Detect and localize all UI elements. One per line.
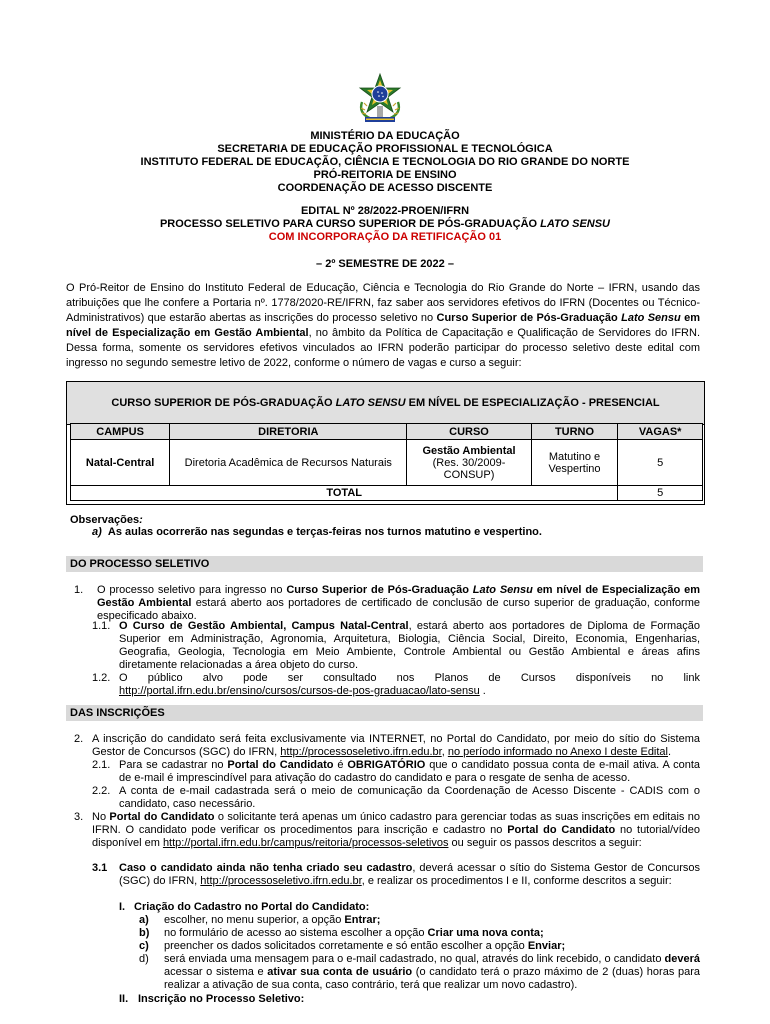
- obs-item-a: a) As aulas ocorrerão nas segundas e terças-feiras nos turnos matutino e vespertino.: [92, 526, 542, 538]
- edital-retificacao: COM INCORPORAÇÃO DA RETIFICAÇÃO 01: [268, 231, 502, 243]
- item-1-2-number: 1.2.: [92, 672, 111, 684]
- step-II-number: II.: [119, 993, 129, 1005]
- item-3-1: Caso o candidato ainda não tenha criado seu cadastro, deverá acessar o sítio do Sistema Gestor de Concursos (SGC) do IFRN, http://processoseletivo.ifrn.edu.br, e realizar os procedimentos I e II, conforme descritos a seguir:: [119, 862, 700, 887]
- item-1-2-text: O público alvo pode ser consultado nos Planos de Cursos disponíveis no link: [119, 672, 700, 684]
- step-c: preencher os dados solicitados corretamente e só então escolher a opção Enviar;: [164, 940, 566, 952]
- item-2-1-number: 2.1.: [92, 759, 111, 771]
- col-vagas: VAGAS*: [618, 424, 703, 440]
- total-value: 5: [618, 486, 703, 501]
- section-inscricoes: DAS INSCRIÇÕES: [66, 705, 703, 721]
- col-diretoria: DIRETORIA: [170, 424, 407, 440]
- item-2: A inscrição do candidato será feita exclusivamente via INTERNET, no Portal do Candidato, por meio do sítio do Sistema Gestor de Concursos (SGC) do IFRN, http://processoseletivo.ifrn.edu.br, no período informado no Anexo I deste Edital.: [92, 733, 700, 758]
- step-b-letter: b): [139, 927, 150, 939]
- link-sgc[interactable]: http://processoseletivo.ifrn.edu.br: [200, 875, 362, 887]
- item-2-2: A conta de e-mail cadastrada será o meio de comunicação da Coordenação de Acesso Discente - CADIS com o candidato, caso necessário.: [119, 785, 700, 810]
- item-1-1-number: 1.1.: [92, 620, 111, 632]
- obs-label: Observações:: [70, 514, 143, 526]
- header-pro-reitoria: PRÓ-REITORIA DE ENSINO: [313, 169, 457, 181]
- step-I-title: Criação do Cadastro no Portal do Candidato:: [134, 901, 370, 913]
- col-turno: TURNO: [531, 424, 618, 440]
- header-secretaria: SECRETARIA DE EDUCAÇÃO PROFISSIONAL E TECNOLÓGICA: [217, 143, 553, 155]
- item-1: O processo seletivo para ingresso no Curso Superior de Pós-Graduação Lato Sensu em nível de Especialização em Gestão Ambiental estará aberto aos portadores de certificado de conclusão de curso superior de graduação, conforme especificado abaixo.: [97, 584, 700, 622]
- step-c-letter: c): [139, 940, 149, 952]
- edital-number: EDITAL Nº 28/2022-PROEN/IFRN: [300, 205, 470, 217]
- header-coordenacao: COORDENAÇÃO DE ACESSO DISCENTE: [277, 182, 493, 194]
- link-processo-seletivo[interactable]: http://processoseletivo.ifrn.edu.br: [280, 746, 442, 758]
- vacancy-table: [70, 423, 703, 501]
- item-3-number: 3.: [74, 811, 84, 823]
- brasao-coat-of-arms-icon: [354, 72, 406, 126]
- cell-diretoria: Diretoria Acadêmica de Recursos Naturais: [170, 440, 407, 486]
- item-3: No Portal do Candidato o solicitante terá apenas um único cadastro para gerenciar todas as suas inscrições em editais no IFRN. O candidato pode verificar os procedimentos para inscrição e cadastro no Portal do Candidato no tutorial/vídeo disponível em http://portal.ifrn.edu.br/campus/reitoria/processos-seletivos ou seguir os passos descritos a seguir:: [92, 811, 700, 849]
- item-2-number: 2.: [74, 733, 84, 745]
- section-processo-seletivo: DO PROCESSO SELETIVO: [66, 556, 703, 572]
- header-instituto: INSTITUTO FEDERAL DE EDUCAÇÃO, CIÊNCIA E TECNOLOGIA DO RIO GRANDE DO NORTE: [140, 156, 630, 168]
- intro-paragraph: O Pró-Reitor de Ensino do Instituto Federal de Educação, Ciência e Tecnologia do Rio Grande do Norte – IFRN, usando das atribuições que lhe confere a Portaria nº. 1778/2020-RE/IFRN, faz saber aos servidores efetivos do IFRN (Docentes ou Técnico-Administrativos) que estarão abertas as inscrições do processo seletivo no Curso Superior de Pós-Graduação Lato Sensu em nível de Especialização em Gestão Ambiental, no âmbito da Política de Capacitação e Qualificação de Servidores do IFRN. Dessa forma, somente os servidores efetivos vinculados ao IFRN poderão participar do processo seletivo deste edital com ingresso no segundo semestre letivo de 2022, conforme o número de vagas e curso a seguir:: [66, 282, 700, 369]
- edital-semester: – 2º SEMESTRE DE 2022 –: [316, 258, 454, 270]
- col-campus: CAMPUS: [71, 424, 170, 440]
- step-d: será enviada uma mensagem para o e-mail cadastrado, no qual, através do link recebido, o candidato deverá acessar o sistema e ativar sua conta de usuário (o candidato terá o prazo máximo de 2 (duas) horas para realizar a ativação de sua conta, caso contrário, terá que realizar um novo cadastro).: [164, 953, 701, 991]
- vacancy-table-title: CURSO SUPERIOR DE PÓS-GRADUAÇÃO LATO SENSU EM NÍVEL DE ESPECIALIZAÇÃO - PRESENCIAL: [67, 382, 704, 425]
- item-1-1: O Curso de Gestão Ambiental, Campus Natal-Central, estará aberto aos portadores de Diploma de Formação Superior em Administração, Agronomia, Arquitetura, Biologia, Ciência Social, Direito, Economia, Engenharias, Geografia, Geologia, Tecnologia em Meio Ambiente, Controle Ambiental ou Gestão Ambiental e áreas afins diretamente relacionadas a área objeto do curso.: [119, 620, 700, 671]
- anexo-i-reference: no período informado no Anexo I deste Edital: [447, 746, 668, 758]
- table-total-row: [71, 486, 703, 501]
- header-ministerio: MINISTÉRIO DA EDUCAÇÃO: [310, 130, 460, 142]
- table-row: [71, 440, 703, 486]
- link-lato-sensu[interactable]: http://portal.ifrn.edu.br/ensino/cursos/cursos-de-pos-graduacao/lato-sensu: [119, 685, 480, 697]
- cell-turno: Matutino e Vespertino: [531, 440, 618, 486]
- cell-vagas: 5: [618, 440, 703, 486]
- item-2-2-number: 2.2.: [92, 785, 111, 797]
- step-d-letter: d): [139, 953, 149, 965]
- item-3-1-number: 3.1: [92, 862, 108, 874]
- col-curso: CURSO: [407, 424, 531, 440]
- total-label: TOTAL: [71, 486, 618, 501]
- edital-title: PROCESSO SELETIVO PARA CURSO SUPERIOR DE PÓS-GRADUAÇÃO LATO SENSU: [159, 218, 611, 230]
- link-processos-seletivos[interactable]: http://portal.ifrn.edu.br/campus/reitoria/processos-seletivos: [162, 837, 449, 849]
- item-1-number: 1.: [74, 584, 84, 596]
- cell-curso: Gestão Ambiental (Res. 30/2009-CONSUP): [407, 440, 531, 486]
- step-b: no formulário de acesso ao sistema escolher a opção Criar uma nova conta;: [164, 927, 544, 939]
- step-II-title: Inscrição no Processo Seletivo:: [138, 993, 305, 1005]
- step-a-letter: a): [139, 914, 149, 926]
- step-I-number: I.: [119, 901, 126, 913]
- step-a: escolher, no menu superior, a opção Entrar;: [164, 914, 381, 926]
- item-2-1: Para se cadastrar no Portal do Candidato é OBRIGATÓRIO que o candidato possua conta de e-mail ativa. A conta de e-mail é imprescindível para ativação do cadastro do candidato e para o resgate de senha de acesso.: [119, 759, 700, 784]
- item-1-2-link-line: http://portal.ifrn.edu.br/ensino/cursos/cursos-de-pos-graduacao/lato-sensu .: [119, 685, 486, 697]
- cell-campus: Natal-Central: [71, 440, 170, 486]
